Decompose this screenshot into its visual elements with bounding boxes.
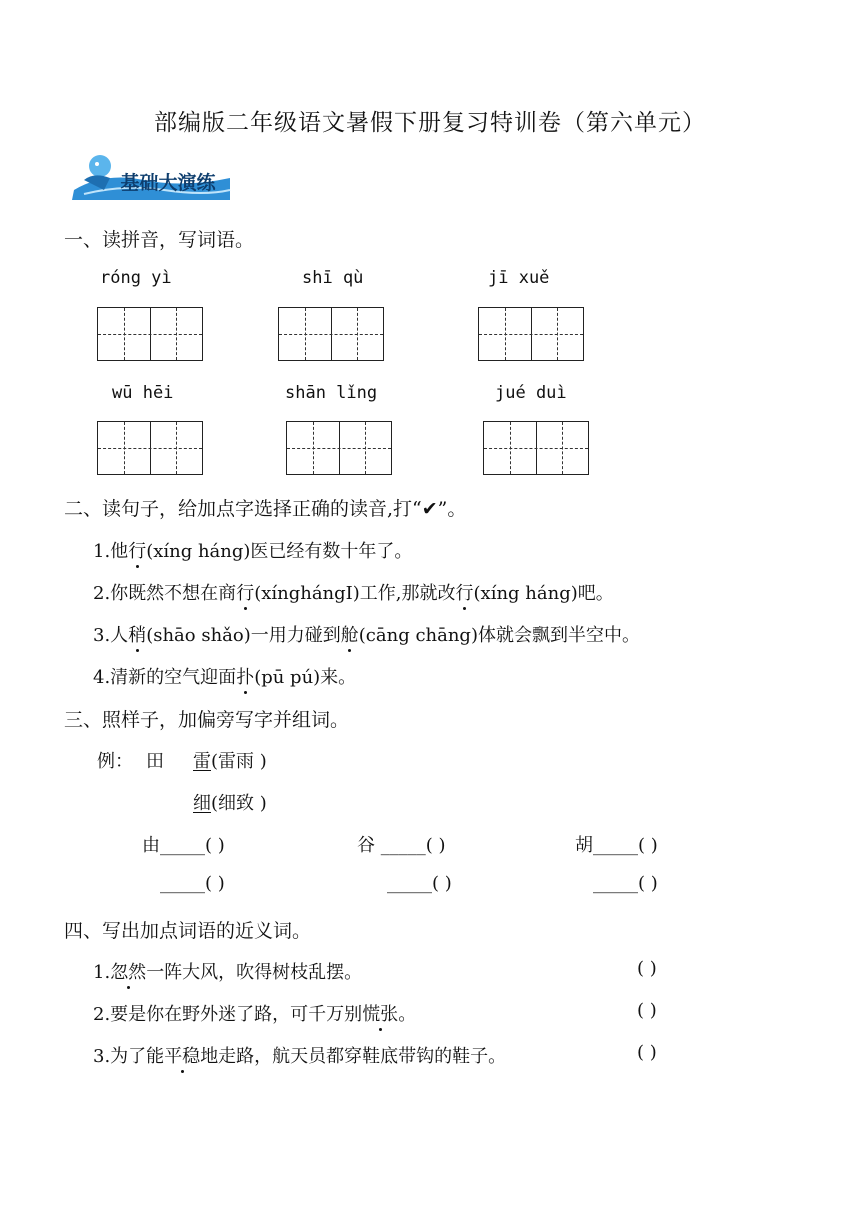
example-2: 细(细致 ) [193,793,267,814]
answer-blank[interactable]: _____( ) [380,835,446,856]
dotted-char: 扑 [236,663,254,689]
q4-sentence-3: 3.为了能平稳地走路，航天员都穿鞋底带钩的鞋子。 [93,1042,506,1068]
writing-grid-1[interactable] [97,307,203,361]
q3-char-2: 谷 _____( ) [357,835,446,856]
answer-blank[interactable]: _____( ) [593,835,658,856]
pinyin-1: róng yì [100,268,172,288]
page-title: 部编版二年级语文暑假下册复习特训卷（第六单元） [154,110,706,136]
writing-grid-5[interactable] [286,421,392,475]
q2-sentence-3: 3.人稍(shāo shǎo)一用力碰到舱(cāng chāng)体就会飘到半空中。 [93,621,640,647]
answer-blank[interactable]: _____( ) [593,873,658,894]
dotted-char: 行 [128,537,146,563]
pinyin-3: jī xuě [488,268,550,288]
dotted-word: 忽然 [110,958,146,984]
answer-paren[interactable]: ( ) [637,1042,657,1063]
dotted-word: 平稳 [164,1042,200,1068]
q1-heading: 一、读拼音，写词语。 [64,229,255,251]
q3-char-3: 胡_____( ) [575,835,658,856]
badge-label: 基础大演练 [120,172,216,194]
writing-grid-2[interactable] [278,307,384,361]
writing-grid-3[interactable] [478,307,584,361]
q3-char-1: 由_____( ) [142,835,225,856]
pinyin-6: jué duì [495,383,567,403]
q2-sentence-2: 2.你既然不想在商行(xínghángI)工作,那就改行(xíng háng)吧。 [93,579,614,605]
q3-heading: 三、照样子，加偏旁写字并组词。 [64,709,350,731]
q2-sentence-4: 4.清新的空气迎面扑(pū pú)来。 [93,663,356,689]
q2-sentence-1: 1.他行(xíng háng)医已经有数十年了。 [93,537,412,563]
example-label: 例： [97,751,133,772]
pinyin-5: shān lǐng [285,383,378,403]
dotted-char: 行 [236,579,254,605]
q4-heading: 四、写出加点词语的近义词。 [64,920,312,942]
dotted-char: 行 [456,579,474,605]
pinyin-4: wū hēi [112,383,174,403]
dotted-char: 稍 [128,621,146,647]
writing-grid-6[interactable] [483,421,589,475]
example-1: 雷(雷雨 ) [193,751,267,772]
section-badge-icon [64,150,232,204]
dotted-word: 慌张 [362,1000,398,1026]
answer-paren[interactable]: ( ) [637,958,657,979]
answer-blank[interactable]: _____( ) [160,873,225,894]
dotted-char: 舱 [341,621,359,647]
writing-grid-4[interactable] [97,421,203,475]
q4-sentence-2: 2.要是你在野外迷了路，可千万别慌张。 [93,1000,416,1026]
pinyin-2: shī qù [302,268,364,288]
answer-paren[interactable]: ( ) [637,1000,657,1021]
q4-sentence-1: 1.忽然一阵大风，吹得树枝乱摆。 [93,958,362,984]
answer-blank[interactable]: _____( ) [160,835,225,856]
q2-heading: 二、读句子，给加点字选择正确的读音,打“✔”。 [64,498,467,520]
example-char: 田 [146,751,164,772]
answer-blank[interactable]: _____( ) [387,873,452,894]
